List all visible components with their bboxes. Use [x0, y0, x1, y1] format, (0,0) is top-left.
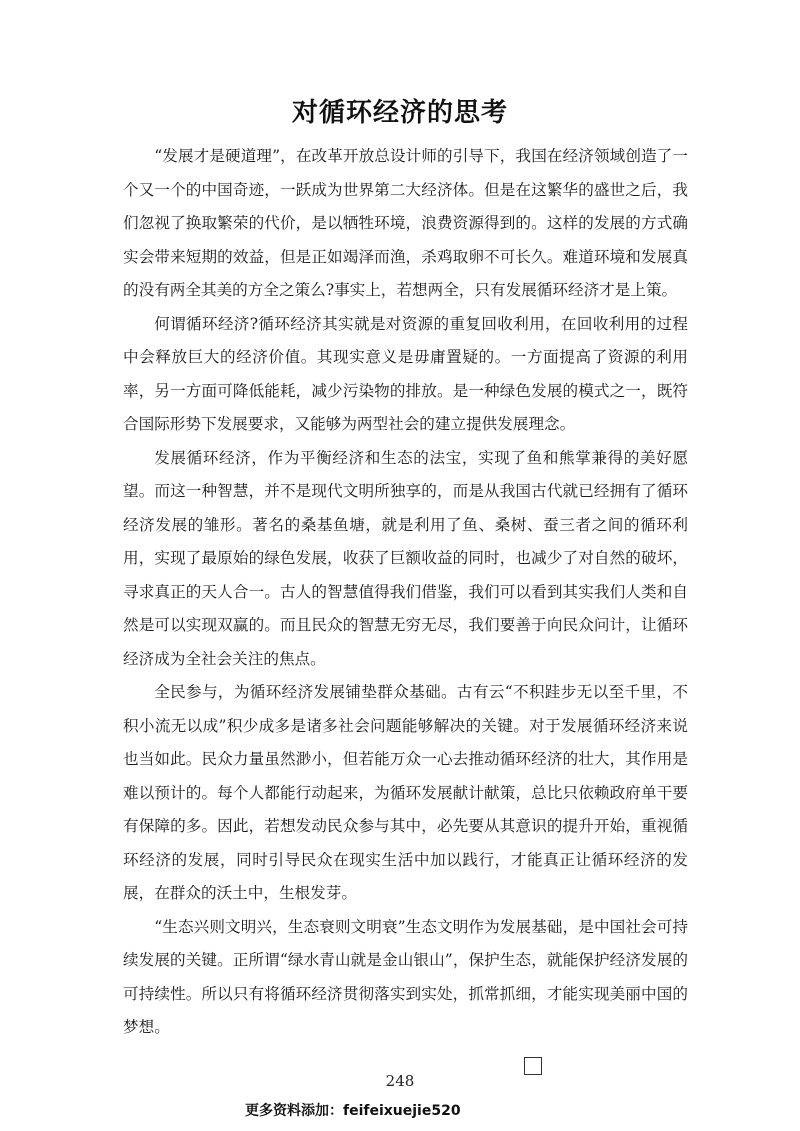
article-body — [123, 140, 688, 1045]
paragraph-3: 发展循环经济，作为平衡经济和生态的法宝，实现了鱼和熊掌兼得的美好愿望。而这一种智慧，并不是现代文明所独享的，而是从我国古代就已经拥有了循环经济发展的雏形。著名的桑基鱼塘，就是利用了鱼、桑树、蚕三者之间的循环利用，实现了最原始的绿色发展，收获了巨额收益的同时，也减少了对自然的破坏，寻求真正的天人合一。古人的智慧值得我们借鉴，我们可以看到其实我们人类和自然是可以实现双赢的。而且民众的智慧无穷无尽，我们要善于向民众问计，让循环经济成为全社会关注的焦点。 — [123, 448, 688, 668]
page-title: 对循环经济的思考 — [291, 98, 508, 128]
paragraph-2: 何谓循环经济?循环经济其实就是对资源的重复回收利用，在回收利用的过程中会释放巨大的经济价值。其现实意义是毋庸置疑的。一方面提高了资源的利用率，另一方面可降低能耗，减少污染物的排放。是一种绿色发展的模式之一，既符合国际形势下发展要求，又能够为两型社会的建立提供发展理念。 — [123, 314, 688, 433]
paragraph-4: 全民参与，为循环经济发展铺垫群众基础。古有云“不积跬步无以至千里，不积小流无以成”积少成多是诸多社会问题能够解决的关键。对于发展循环经济来说也当如此。民众力量虽然渺小，但若能万众一心去推动循环经济的壮大，其作用是难以预计的。每个人都能行动起来，为循环发展献计献策，总比只依赖政府单干要有保障的多。因此，若想发动民众参与其中，必先要从其意识的提升开始，重视循环经济的发展，同时引导民众在现实生活中加以践行，才能真正让循环经济的发展，在群众的沃土中，生根发芽。 — [123, 683, 688, 902]
page-number: 248 — [385, 1072, 415, 1090]
footer-note: 更多资料添加：feifeixuejie520 — [245, 1103, 461, 1119]
paragraph-1: “发展才是硬道理”，在改革开放总设计师的引导下，我国在经济领域创造了一个又一个的中国奇迹，一跃成为世界第二大经济体。但是在这繁华的盛世之后，我们忽视了换取繁荣的代价，是以牺牲环境，浪费资源得到的。这样的发展的方式确实会带来短期的效益，但是正如竭泽而渔，杀鸡取卵不可长久。难道环境和发展真的没有两全其美的方全之策么?事实上，若想两全，只有发展循环经济才是上策。 — [123, 147, 688, 299]
checkbox-square[interactable] — [524, 1057, 542, 1075]
paragraph-5: “生态兴则文明兴，生态衰则文明衰”生态文明作为发展基础，是中国社会可持续发展的关键。正所谓“绿水青山就是金山银山”，保护生态，就能保护经济发展的可持续性。所以只有将循环经济贯彻落实到实处，抓常抓细，才能实现美丽中国的梦想。 — [123, 917, 688, 1036]
